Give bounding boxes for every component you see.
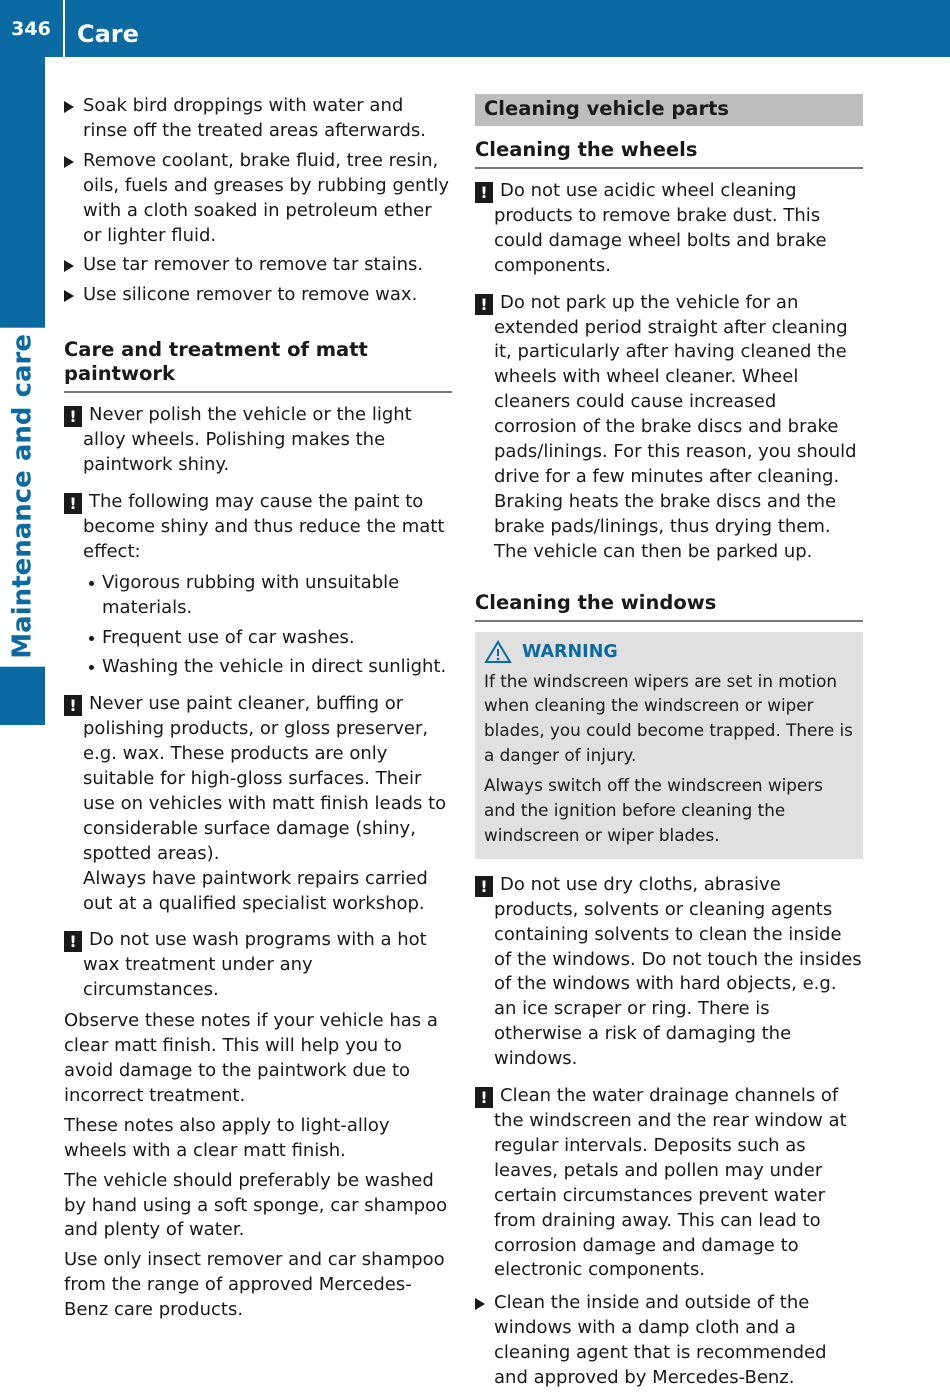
dot-bullet-icon [89,581,94,586]
windows-heading: Cleaning the windows [475,591,863,622]
side-tab-label: Maintenance and care [0,328,45,667]
exclamation-icon: ! [64,931,82,952]
sub-bullet-list [83,571,452,681]
caution-note: ! Never polish the vehicle or the light alloy wheels. Polishing makes the paintwork shiny. [64,403,452,478]
arrow-bullet-icon [475,1298,485,1310]
paragraph: The vehicle should preferably be washed by hand using a soft sponge, car shampoo and plenty of water. [64,1169,448,1241]
exclamation-icon: ! [64,493,82,514]
note-extra-text: Always have paintwork repairs carried out at a qualified specialist workshop. [83,867,428,914]
side-tab-label-wrap [0,57,45,667]
section-title: Cleaning vehicle parts [475,94,863,126]
page-number: 346 [11,17,51,40]
exclamation-icon: ! [475,1087,493,1108]
exclamation-icon: ! [475,876,493,897]
caution-note: ! The following may cause the paint to become shiny and thus reduce the matt effect: Vigorous rubbing with unsuitable materials. Frequent use of car washes. Washing the vehicle in direct sunlight. [64,490,452,680]
caution-note: ! Clean the water drainage channels of the windscreen and the rear window at regular intervals. Deposits such as leaves, petals and pollen may under certain circumstances prevent water from draining away. This can lead to corrosion damage and damage to electronic components. [475,1084,863,1283]
header-divider [63,0,65,57]
caution-note: ! Do not use dry cloths, abrasive products, solvents or cleaning agents containing solvents to clean the inside of the windows. Do not touch the insides of the windows with hard objects, e.g. an ice scraper or ring. There is otherwise a risk of damaging the windows. [475,873,863,1072]
warning-box [475,632,863,859]
left-column [64,94,452,1328]
dot-bullet-icon [89,665,94,670]
arrow-bullet-icon [64,101,74,113]
exclamation-icon: ! [64,406,82,427]
list-item: Vigorous rubbing with unsuitable materials. [83,571,452,621]
exclamation-icon: ! [475,182,493,203]
caution-note: ! Do not park up the vehicle for an extended period straight after cleaning it, particularly after having cleaned the wheels with wheel cleaner. Wheel cleaners could cause increased corrosion of the brake discs and brake pads/linings. For this reason, you should drive for a few minutes after cleaning. Braking heats the brake discs and the brake pads/linings, thus drying them. The vehicle can then be parked up. [475,291,863,565]
caution-note: ! Never use paint cleaner, buffing or polishing products, or gloss preserver, e.g. wax. These products are only suitable for high-gloss surfaces. Their use on vehicles with matt finish leads to considerable surface damage (shiny, spotted areas). Always have paintwork repairs carried out at a qualified specialist workshop. [64,692,452,916]
dot-bullet-icon [89,636,94,641]
list-item: Use silicone remover to remove wax. [64,283,452,308]
page-title: Care [77,20,139,48]
list-item: Use tar remover to remove tar stains. [64,253,452,278]
paragraph: These notes also apply to light-alloy wheels with a clear matt finish. [64,1114,390,1161]
paragraph: Observe these notes if your vehicle has a clear matt finish. This will help you to avoid damage to the paintwork due to incorrect treatment. [64,1010,438,1106]
list-item: Remove coolant, brake fluid, tree resin, oils, fuels and greases by rubbing gently with a cloth soaked in petroleum ether or lighter fluid. [64,149,452,249]
page-header-bar [0,0,950,57]
matt-paintwork-heading: Care and treatment of matt paintwork [64,338,452,393]
list-item: Clean the inside and outside of the windows with a damp cloth and a cleaning agent that is recommended and approved by Mercedes-Benz. [475,1291,863,1391]
caution-note: ! Do not use acidic wheel cleaning products to remove brake dust. This could damage wheel bolts and brake components. [475,179,863,279]
arrow-bullet-icon [64,260,74,272]
warning-title: WARNING [522,641,618,662]
list-item: Frequent use of car washes. [83,626,452,651]
warning-text: Always switch off the windscreen wipers and the ignition before cleaning the windscreen or wiper blades. [484,775,823,845]
warning-text: If the windscreen wipers are set in motion when cleaning the windscreen or wiper blades, you could become trapped. There is a danger of injury. [484,670,853,766]
list-item: Soak bird droppings with water and rinse off the treated areas afterwards. [64,94,452,144]
paragraph: Use only insect remover and car shampoo from the range of approved Mercedes-Benz care products. [64,1249,445,1321]
exclamation-icon: ! [64,695,82,716]
warning-triangle-icon [484,640,512,664]
arrow-bullet-icon [64,156,74,168]
caution-note: ! Do not use wash programs with a hot wax treatment under any circumstances. [64,928,452,1003]
wheels-heading: Cleaning the wheels [475,138,863,169]
exclamation-icon: ! [475,294,493,315]
right-column [475,94,863,1396]
arrow-bullet-icon [64,290,74,302]
warning-header [484,640,854,665]
list-item: Washing the vehicle in direct sunlight. [83,655,452,680]
